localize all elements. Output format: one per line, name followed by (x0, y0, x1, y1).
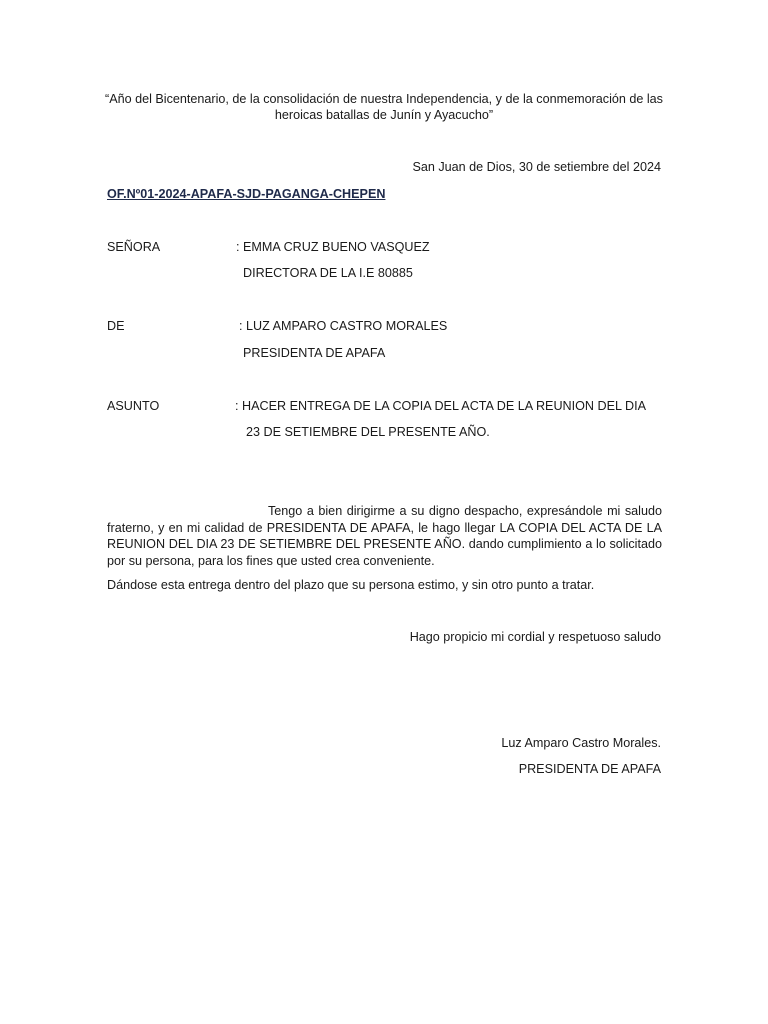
date-line: San Juan de Dios, 30 de setiembre del 2024 (412, 160, 661, 174)
closing-paragraph: Dándose esta entrega dentro del plazo que su persona estimo, y sin otro punto a tratar. (107, 578, 595, 592)
recipient-title: DIRECTORA DE LA I.E 80885 (243, 266, 413, 280)
greeting-line: Hago propicio mi cordial y respetuoso saludo (409, 630, 661, 644)
recipient-name: : EMMA CRUZ BUENO VASQUEZ (236, 240, 430, 254)
body-paragraph-text: Tengo a bien dirigirme a su digno despacho, expresándole mi saludo fraterno, y en mi calidad de PRESIDENTA DE APAFA, le hago llegar LA COPIA DEL ACTA DE LA REUNION DEL DIA 23 DE SETIEMBRE DEL PRESENTE AÑO. dando cumplimiento a lo solicitado por su persona, para los fines que usted crea conveniente. (107, 504, 662, 568)
sender-title: PRESIDENTA DE APAFA (243, 346, 386, 360)
subject-label: ASUNTO (107, 399, 160, 413)
signature-role: PRESIDENTA DE APAFA (518, 762, 661, 776)
year-motto: “Año del Bicentenario, de la consolidación de nuestra Independencia, y de la conmemoración de las heroicas batallas de Junín y Ayacucho” (105, 92, 663, 122)
oficio-number: OF.Nº01-2024-APAFA-SJD-PAGANGA-CHEPEN (107, 187, 386, 201)
sender-name: : LUZ AMPARO CASTRO MORALES (239, 319, 448, 333)
subject-line-2: 23 DE SETIEMBRE DEL PRESENTE AÑO. (246, 425, 490, 439)
subject-line-1: : HACER ENTREGA DE LA COPIA DEL ACTA DE LA REUNION DEL DIA (235, 399, 647, 413)
signature-name: Luz Amparo Castro Morales. (501, 736, 661, 750)
recipient-label: SEÑORA (107, 240, 161, 254)
body-paragraph (107, 503, 662, 569)
sender-label: DE (107, 319, 125, 333)
